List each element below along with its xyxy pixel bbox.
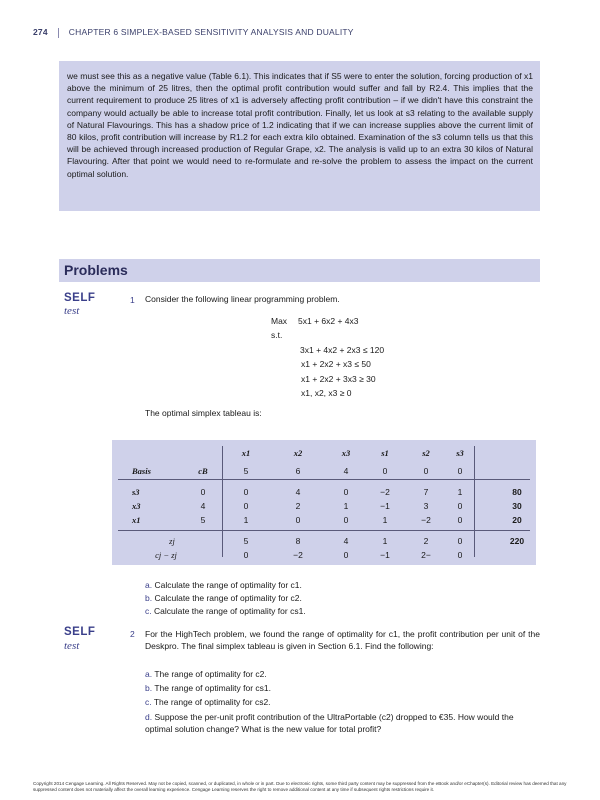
cb-header: cB: [198, 466, 208, 476]
page-number: 274: [33, 27, 48, 37]
cj-zj-value: 0: [457, 550, 463, 560]
tableau-cell: 3: [423, 501, 429, 511]
tableau-cell: 0: [295, 515, 301, 525]
zj-value: 4: [343, 536, 349, 546]
var-header: x1: [241, 448, 251, 458]
tableau-cell: 0: [343, 487, 349, 497]
problem-1-number: 1: [130, 295, 135, 305]
problems-title: Problems: [64, 262, 128, 278]
lp-st-label: s.t.: [271, 330, 283, 340]
header-divider: [58, 28, 59, 38]
lp-constraint: 3x1 + 4x2 + 2x3 ≤ 120: [300, 345, 385, 355]
subpart-letter: c.: [145, 606, 152, 616]
intro-paragraph: we must see this as a negative value (Table 6.1). This indicates that if S5 were to enter the solution, forcing production of x1 above the minimum of 25 litres, then the optimal profit contribution would suffer and fall by R2.4. This implies that the current requirement to produce 25 litres of x1 is adversely affecting profit contribution – if we didn't have this constraint the company would actually be able to increase total profit contribution. Finally, let us look at s3 relating to the available supply of Natural Flavourings. This has a shadow price of 1.2 indicating that if we can increase supplies above the current limit of 80 kilos, profit contribution will increase by R1.2 for each extra kilo obtained. Examination of the s3 column tells us that this will be achieved through increased production of Regular Grape, x2. The analysis is valid up to an extra 30 kilos of Natural Flavouring. After that point we would need to re-formulate and re-solve the problem to assess the impact on the current optimal solution.: [67, 71, 533, 179]
subpart-letter: a.: [145, 580, 153, 590]
objective-coef: 0: [382, 466, 388, 476]
tableau-cell: 7: [423, 487, 429, 497]
subpart: [145, 580, 302, 590]
lp-constraint: x1 + 2x2 + 3x3 ≥ 30: [301, 374, 376, 384]
subpart-text: Suppose the per-unit profit contribution of the UltraPortable (c2) dropped to €35. How would the optimal solution change? What is the new value for total profit?: [145, 712, 514, 734]
cj-zj-value: −2: [293, 550, 303, 560]
tableau-cell: 4: [295, 487, 301, 497]
zj-value: 0: [457, 536, 463, 546]
self-test-label: SELF: [64, 626, 96, 638]
zj-value: 1: [382, 536, 388, 546]
subpart: [145, 711, 540, 735]
subpart: [145, 683, 271, 693]
var-header: s3: [456, 448, 464, 458]
subpart: [145, 593, 302, 603]
lp-max-label: Max: [271, 316, 288, 326]
lp-nonnegativity: x1, x2, x3 ≥ 0: [301, 388, 352, 398]
cb-value: 5: [200, 515, 206, 525]
tableau-cell: 0: [243, 501, 249, 511]
var-header: x2: [293, 448, 303, 458]
rhs-value: 20: [512, 515, 522, 525]
cb-value: 0: [200, 487, 206, 497]
cj-zj-value: −1: [380, 550, 390, 560]
tableau-cell: −2: [421, 515, 431, 525]
subpart-letter: c.: [145, 697, 152, 707]
subpart-text: The range of optimality for cs1.: [154, 683, 272, 693]
tableau-cell: −1: [380, 501, 390, 511]
var-header: x3: [341, 448, 351, 458]
problems-heading-bar: [59, 259, 540, 282]
problem-1-text: Consider the following linear programming problem.: [145, 294, 340, 304]
subpart: [145, 697, 271, 707]
problem-2-number: 2: [130, 629, 135, 639]
tableau-cell: 1: [382, 515, 388, 525]
lp-objective: 5x1 + 6x2 + 4x3: [298, 316, 359, 326]
subpart-letter: b.: [145, 593, 153, 603]
tableau-cell: 0: [457, 501, 463, 511]
tableau-cell: 0: [343, 515, 349, 525]
running-header: [33, 27, 354, 38]
problem-2-text: For the HighTech problem, we found the range of optimality for c1, the profit contribution per unit of the Deskpro. The final simplex tableau is given in Section 6.1. Find the following:: [145, 629, 540, 651]
total-profit: 220: [509, 536, 525, 546]
objective-coef: 0: [457, 466, 463, 476]
subpart: [145, 669, 267, 679]
objective-coef: 5: [243, 466, 249, 476]
cb-value: 4: [200, 501, 206, 511]
subpart-text: The range of optimality for c2.: [154, 669, 267, 679]
subpart-letter: d.: [145, 712, 153, 722]
subpart-letter: a.: [145, 669, 153, 679]
basis-header: Basis: [132, 466, 151, 476]
cj-zj-value: 0: [343, 550, 349, 560]
self-test-label: SELF: [64, 292, 96, 304]
subpart-letter: b.: [145, 683, 153, 693]
subpart-text: Calculate the range of optimality for cs1.: [154, 606, 306, 616]
tableau-divider-top: [118, 479, 530, 480]
zj-label: zj: [169, 536, 175, 546]
var-header: s1: [381, 448, 389, 458]
self-test-sublabel: test: [64, 640, 80, 652]
basis-var: x3: [132, 501, 141, 511]
lp-constraint: x1 + 2x2 + x3 ≤ 50: [301, 359, 371, 369]
tableau-cell: 2: [295, 501, 301, 511]
simplex-tableau: [112, 440, 536, 565]
zj-value: 8: [295, 536, 301, 546]
tableau-cell: −2: [380, 487, 390, 497]
zj-value: 5: [243, 536, 249, 546]
tableau-intro: The optimal simplex tableau is:: [145, 408, 262, 418]
objective-coef: 4: [343, 466, 349, 476]
basis-var: x1: [132, 515, 141, 525]
subpart-text: The range of optimality for cs2.: [153, 697, 271, 707]
rhs-value: 30: [512, 501, 522, 511]
tableau-cell: 0: [457, 515, 463, 525]
cj-zj-label: cj − zj: [155, 550, 177, 560]
intro-text-box: [59, 61, 540, 211]
objective-coef: 6: [295, 466, 301, 476]
self-test-sublabel: test: [64, 305, 80, 317]
basis-var: s3: [132, 487, 140, 497]
tableau-cell: 1: [243, 515, 249, 525]
tableau-cell: 0: [243, 487, 249, 497]
tableau-divider-right: [474, 446, 475, 557]
copyright-footer: Copyright 2014 Cengage Learning. All Rights Reserved. May not be copied, scanned, or duplicated, in whole or in part. Due to electronic rights, some third party content may be suppressed from the eBook and/or eChapter(s). Editorial review has deemed that any suppressed content does not materially affect the overall learning experience. Cengage Learning reserves the right to remove additional content at any time if subsequent rights restrictions require it.: [33, 781, 567, 792]
var-header: s2: [422, 448, 430, 458]
cj-zj-value: 0: [243, 550, 249, 560]
cj-zj-value: 2−: [421, 550, 431, 560]
tableau-cell: 1: [343, 501, 349, 511]
chapter-title: CHAPTER 6 SIMPLEX-BASED SENSITIVITY ANALYSIS AND DUALITY: [68, 27, 354, 37]
zj-value: 2: [423, 536, 429, 546]
subpart-text: Calculate the range of optimality for c1.: [154, 580, 302, 590]
rhs-value: 80: [512, 487, 522, 497]
subpart: [145, 606, 306, 616]
tableau-divider-left: [222, 446, 223, 557]
subpart-text: Calculate the range of optimality for c2.: [154, 593, 302, 603]
tableau-divider-bottom: [118, 530, 530, 531]
tableau-cell: 1: [457, 487, 463, 497]
objective-coef: 0: [423, 466, 429, 476]
